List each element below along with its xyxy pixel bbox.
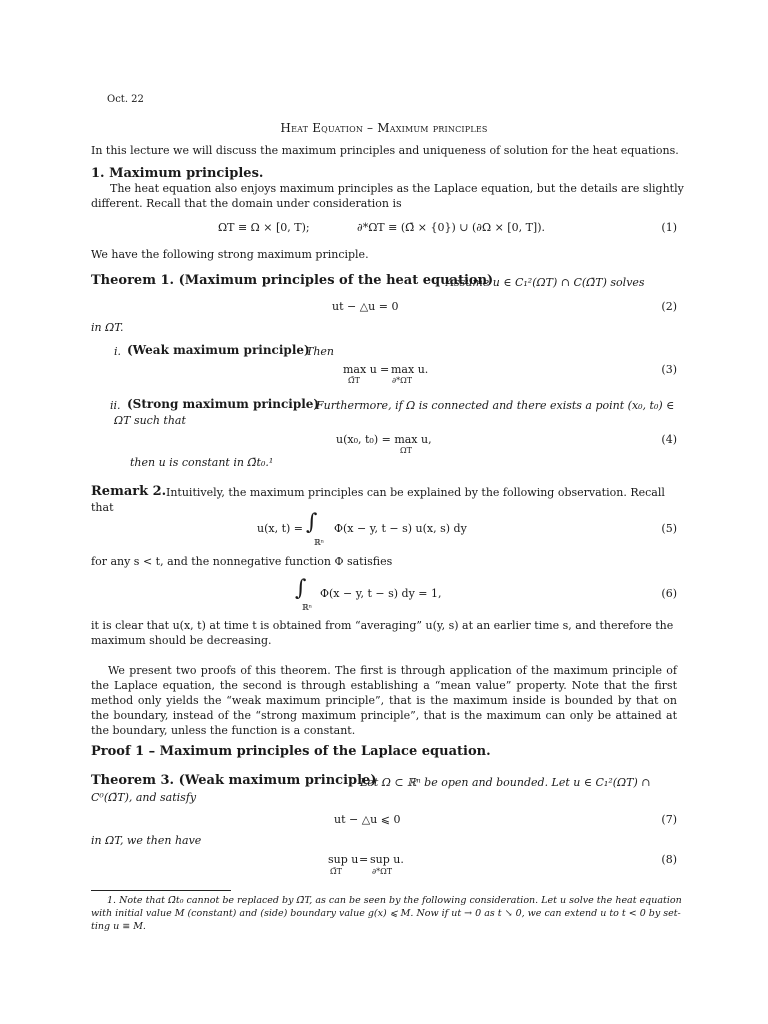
remark-text: Intuitively, the maximum principles can be explained by the following observation. Recall [166,486,665,499]
equation-5-lhs: u(x, t) = [257,522,303,535]
remark-text: maximum should be decreasing. [91,634,272,647]
equation-8-eq: = [359,853,369,866]
remark-text: it is clear that u(x, t) at time t is obtained from “averaging” u(y, s) at an earlier time s, and therefore the [91,619,674,632]
theorem-heading: Theorem 1. (Maximum principles of the heat equation) [91,273,494,288]
equation-3-rhs: max u. [391,363,429,376]
integral-domain: ℝⁿ [314,538,325,547]
integral-sign: ∫ [295,576,307,601]
item-text: ΩT such that [114,414,186,427]
equation-3-lhs-sub: Ω̄T [348,376,360,385]
equation-8-lhs: sup u [328,853,359,866]
intro-text: In this lecture we will discuss the maximum principles and uniqueness of solution for the heat equations. [91,144,679,157]
footnote-line: ting u ≡ M. [91,921,146,932]
theorem-text: Let Ω ⊂ ℝⁿ be open and bounded. Let u ∈ C₁²(ΩT) ∩ [360,776,651,789]
item-label: i. [114,345,122,358]
footnote-line: with initial value M (constant) and (side) boundary value g(x) ⩽ M. Now if ut → 0 as t ↘ 0, we can extend u to t < 0 by set- [91,908,681,919]
equation-number: (8) [661,853,677,866]
item-text: Then [306,345,335,358]
equation-8-rhs: sup u. [370,853,404,866]
equation-number: (4) [661,433,677,446]
theorem-text: in ΩT, we then have [91,834,202,847]
page-title: Heat Equation – Maximum principles [280,121,488,135]
remark-text: for any s < t, and the nonnegative function Φ satisfies [91,555,393,568]
lecture-date: Oct. 22 [107,94,144,105]
equation-number: (1) [661,221,677,234]
item-text: then u is constant in Ω̄t₀.¹ [130,456,274,469]
equation-number: (7) [661,813,677,826]
equation-number: (5) [661,522,677,535]
theorem-text: C⁰(Ω̄T), and satisfy [91,791,197,804]
equation-number: (3) [661,363,677,376]
equation-8-lhs-sub: Ω̄T [330,867,342,876]
footnote-line: 1. Note that Ω̄t₀ cannot be replaced by Ω̄T, as can be seen by the following consideration. Let u solve the heat equation [107,895,682,906]
equation-number: (2) [661,300,677,313]
equation-7: ut − △u ⩽ 0 [334,813,401,826]
equation-6: Φ(x − y, t − s) dy = 1, [320,587,442,600]
item-label: ii. [110,399,121,412]
remark-heading: Remark 2. [91,484,167,499]
footnote-rule [91,890,231,891]
equation-8-rhs-sub: ∂*ΩT [372,867,393,876]
equation-3-lhs: max u [343,363,377,376]
proofs-paragraph: We present two proofs of this theorem. The first is through application of the maximum principle of the Laplace equation, the second is through establishing a “mean value” property. Note that the first method only yields the “weak maximum principle”, that is the maximum inside is bounded by that on the boundary, instead of the “strong maximum principle”, that is the maximum can only be attained at the boundary, unless the function is a constant. [91,664,677,737]
theorem-text: Assume u ∈ C₁²(ΩT) ∩ C(Ω̄T) solves [446,276,645,289]
proof-heading: Proof 1 – Maximum principles of the Laplace equation. [91,744,491,759]
theorem-heading: Theorem 3. (Weak maximum principle) [91,773,377,788]
integral-sign: ∫ [306,510,318,535]
equation-4: u(x₀, t₀) = max u, [336,433,432,446]
equation-2: ut − △u = 0 [332,300,399,313]
theorem-text: in ΩT. [91,321,124,334]
item-heading: (Weak maximum principle) [127,343,310,357]
integral-domain: ℝⁿ [302,603,313,612]
equation-3-eq: = [380,363,390,376]
section-text-line: The heat equation also enjoys maximum principles as the Laplace equation, but the details are slightly [110,182,684,195]
equation-1-right: ∂*ΩT ≡ (Ω̄ × {0}) ∪ (∂Ω × [0, T]). [357,221,545,234]
equation-number: (6) [661,587,677,600]
section-heading: 1. Maximum principles. [91,166,264,181]
remark-text: that [91,501,114,514]
section-text-line: We have the following strong maximum principle. [91,248,369,261]
equation-1-left: ΩT ≡ Ω × [0, T); [218,221,310,234]
item-heading: (Strong maximum principle) [127,397,320,411]
item-text: Furthermore, if Ω is connected and there exists a point (x₀, t₀) ∈ [316,399,675,412]
section-text-line: different. Recall that the domain under consideration is [91,197,402,210]
equation-5-rhs: Φ(x − y, t − s) u(x, s) dy [334,522,467,535]
equation-3-rhs-sub: ∂*ΩT [392,376,413,385]
equation-4-sub: ΩT [400,446,412,455]
